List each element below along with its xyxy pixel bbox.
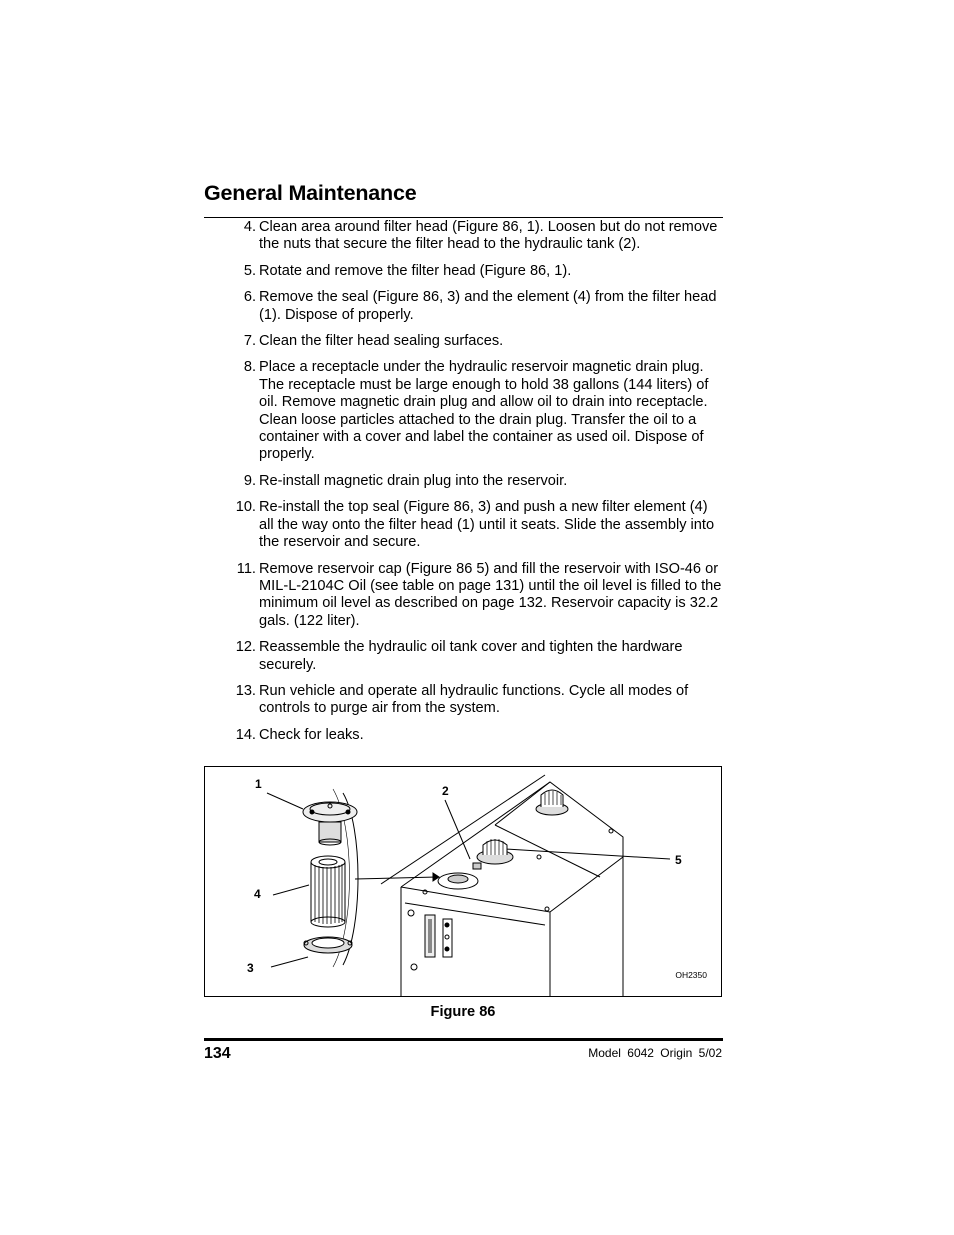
title-rule xyxy=(204,217,723,218)
step-9 xyxy=(204,473,724,490)
step-text: Remove the seal (Figure 86, 3) and the element (4) from the filter head (1). Dispose of properly. xyxy=(259,289,717,323)
step-text: Reassemble the hydraulic oil tank cover and tighten the hardware securely. xyxy=(259,639,683,673)
step-13 xyxy=(204,683,724,718)
step-number: 4. xyxy=(243,219,256,235)
step-number: 10. xyxy=(235,499,256,516)
callout-3: 3 xyxy=(247,961,254,975)
figure-86 xyxy=(204,766,722,997)
step-11 xyxy=(204,561,724,631)
hydraulic-filter-illustration xyxy=(205,767,721,996)
step-number: 14. xyxy=(235,726,256,743)
step-number: 13. xyxy=(235,682,256,699)
footer-rule xyxy=(204,1038,723,1041)
step-text: Re-install the top seal (Figure 86, 3) and push a new filter element (4) all the way onto the filter head (1) until it seats. Slide the assembly into the reservoir and secure. xyxy=(259,499,715,551)
step-text: Check for leaks. xyxy=(259,726,364,743)
step-number: 5. xyxy=(243,262,256,279)
page-number: 134 xyxy=(204,1045,231,1062)
step-14 xyxy=(204,727,724,744)
step-4 xyxy=(204,219,724,254)
figure-code: OH2350 xyxy=(675,970,707,980)
step-text: Remove reservoir cap (Figure 86 5) and fill the reservoir with ISO-46 or MIL-L-2104C Oil (see table on page 131) until the oil level is filled to the minimum oil level as described on page 132. Reservoir capacity is 32.2 gals. (122 liter). xyxy=(259,560,722,629)
step-text: Place a receptacle under the hydraulic reservoir magnetic drain plug. The receptacle must be large enough to hold 38 gallons (144 liters) of oil. Remove magnetic drain plug and allow oil to drain into receptacle. Clean loose particles attached to the drain plug. Transfer the oil to a container with a cover and label the container as used oil. Dispose of properly. xyxy=(259,359,709,463)
step-7 xyxy=(204,333,724,350)
step-6 xyxy=(204,289,724,324)
callout-5: 5 xyxy=(675,853,682,867)
step-10 xyxy=(204,499,724,551)
step-text: Re-install magnetic drain plug into the reservoir. xyxy=(259,472,568,489)
figure-caption: Figure 86 xyxy=(430,1004,496,1020)
step-12 xyxy=(204,639,724,674)
procedure-steps xyxy=(204,219,724,753)
step-number: 8. xyxy=(243,359,256,376)
callout-2: 2 xyxy=(442,784,449,798)
step-number: 11. xyxy=(236,560,256,577)
step-text: Run vehicle and operate all hydraulic functions. Cycle all modes of controls to purge air from the system. xyxy=(259,682,689,717)
step-5 xyxy=(204,263,724,280)
step-text: Clean area around filter head (Figure 86, 1). Loosen but do not remove the nuts that secure the filter head to the hydraulic tank (2). xyxy=(259,219,718,253)
step-8 xyxy=(204,359,724,463)
step-number: 6. xyxy=(243,289,256,306)
callout-1: 1 xyxy=(255,777,262,791)
step-number: 9. xyxy=(243,472,256,489)
step-number: 12. xyxy=(235,639,256,656)
step-text: Clean the filter head sealing surfaces. xyxy=(259,333,504,350)
model-origin: Model 6042 Origin 5/02 xyxy=(588,1046,722,1060)
callout-4: 4 xyxy=(254,887,261,901)
step-number: 7. xyxy=(243,333,256,350)
section-title: General Maintenance xyxy=(204,181,417,205)
step-text: Rotate and remove the filter head (Figure 86, 1). xyxy=(259,262,572,279)
